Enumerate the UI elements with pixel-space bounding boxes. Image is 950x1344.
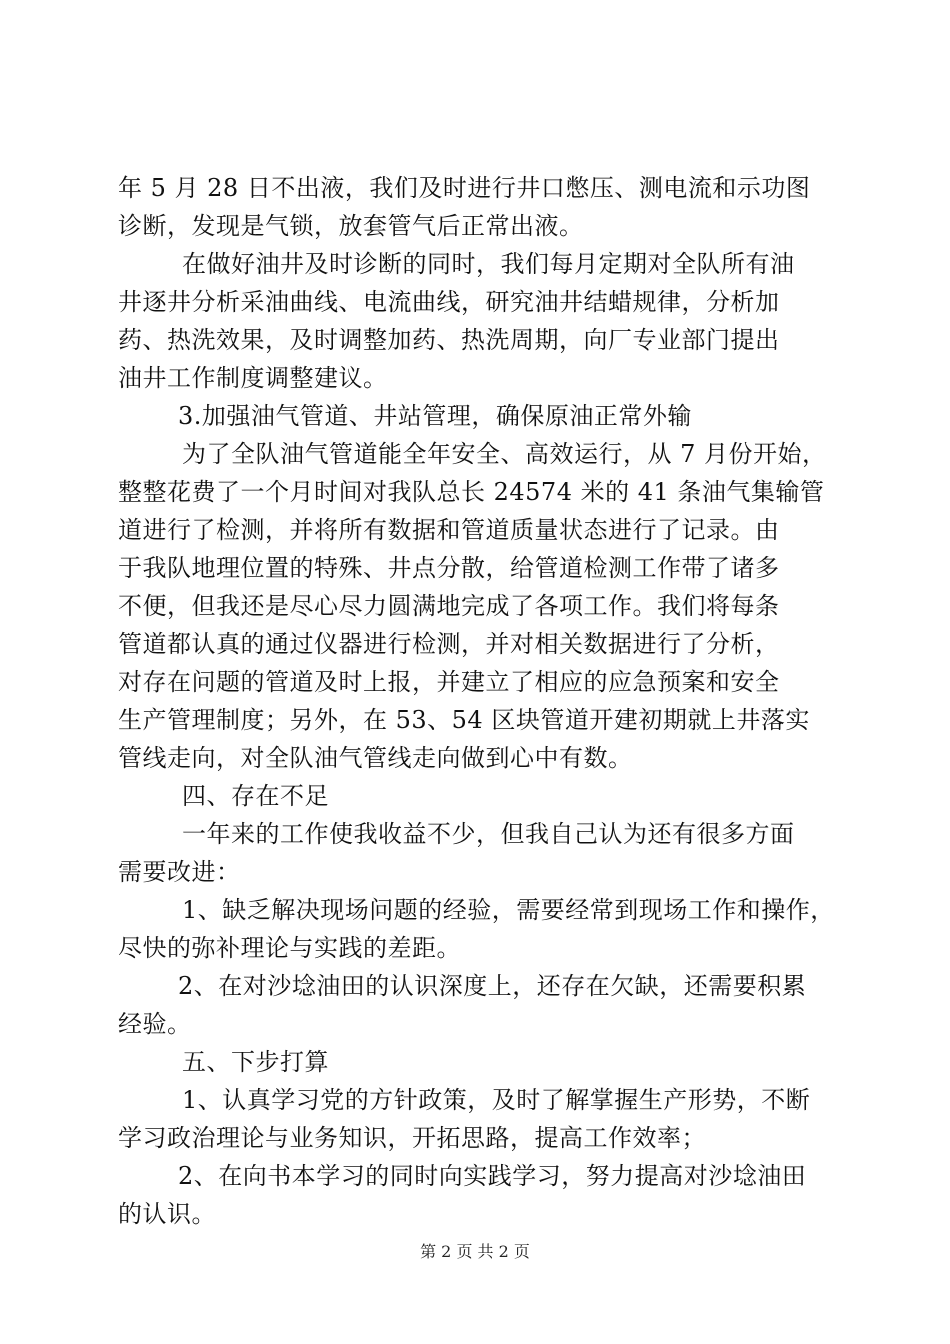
list-item: 1、缺乏解决现场问题的经验，需要经常到现场工作和操作，: [182, 896, 835, 924]
text-line: 经验。: [118, 1010, 192, 1038]
text-line: 年 5 月 28 日不出液，我们及时进行井口憋压、测电流和示功图: [118, 174, 811, 202]
section-heading: 五、下步打算: [182, 1048, 329, 1076]
text-line: 于我队地理位置的特殊、井点分散，给管道检测工作带了诸多: [118, 554, 780, 582]
list-item: 2、在向书本学习的同时向实践学习，努力提高对沙埝油田: [178, 1162, 807, 1190]
section-heading: 3.加强油气管道、井站管理，确保原油正常外输: [178, 402, 692, 430]
paragraph-start: 一年来的工作使我收益不少，但我自己认为还有很多方面: [182, 820, 795, 848]
text-line: 不便，但我还是尽心尽力圆满地完成了各项工作。我们将每条: [118, 592, 780, 620]
text-line: 油井工作制度调整建议。: [118, 364, 388, 392]
text-line: 对存在问题的管道及时上报，并建立了相应的应急预案和安全: [118, 668, 780, 696]
text-line: 道进行了检测，并将所有数据和管道质量状态进行了记录。由: [118, 516, 780, 544]
text-line: 需要改进：: [118, 858, 241, 886]
text-line: 药、热洗效果，及时调整加药、热洗周期，向厂专业部门提出: [118, 326, 780, 354]
text-line: 学习政治理论与业务知识，开拓思路，提高工作效率；: [118, 1124, 706, 1152]
paragraph-start: 为了全队油气管道能全年安全、高效运行，从 7 月份开始，: [182, 440, 827, 468]
text-line: 的认识。: [118, 1200, 216, 1228]
text-line: 井逐井分析采油曲线、电流曲线，研究油井结蜡规律，分析加: [118, 288, 780, 316]
document-body: [118, 169, 838, 1233]
text-line: 诊断，发现是气锁，放套管气后正常出液。: [118, 212, 584, 240]
text-line: 尽快的弥补理论与实践的差距。: [118, 934, 461, 962]
paragraph-start: 在做好油井及时诊断的同时，我们每月定期对全队所有油: [182, 250, 795, 278]
list-item: 1、认真学习党的方针政策，及时了解掌握生产形势，不断: [182, 1086, 811, 1114]
text-line: 整整花费了一个月时间对我队总长 24574 米的 41 条油气集输管: [118, 478, 825, 506]
text-line: 生产管理制度；另外，在 53、54 区块管道开建初期就上井落实: [118, 706, 810, 734]
text-line: 管线走向，对全队油气管线走向做到心中有数。: [118, 744, 633, 772]
page-number-footer: 第 2 页 共 2 页: [420, 1242, 530, 1261]
section-heading: 四、存在不足: [182, 782, 329, 810]
list-item: 2、在对沙埝油田的认识深度上，还存在欠缺，还需要积累: [178, 972, 807, 1000]
text-line: 管道都认真的通过仪器进行检测，并对相关数据进行了分析，: [118, 630, 780, 658]
